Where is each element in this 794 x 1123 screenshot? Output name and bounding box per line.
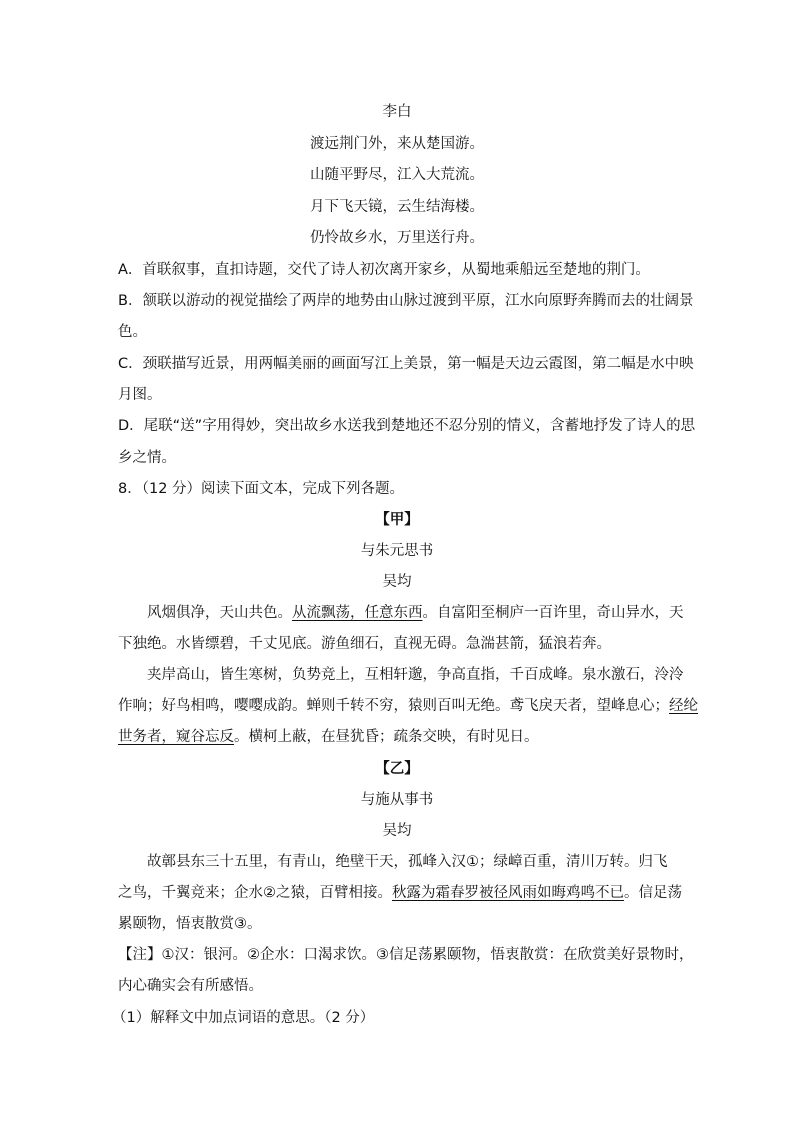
yi-underlined-text: 秋露为霜春罗被径风雨如晦鸡鸣不已 [392, 885, 624, 901]
jia-text: 作响；好鸟相鸣，嘤嘤成韵。蝉则千转不穷，猿则百叫无绝。鸢飞戾天者，望峰息心； [118, 698, 669, 714]
question-8: 8．（12 分）阅读下面文本，完成下列各题。 [118, 481, 405, 497]
jia-underlined-text: 世务者，窥谷忘反 [118, 729, 234, 745]
sub-question-1: （1）解释文中加点词语的意思。（2 分） [112, 1010, 375, 1026]
jia-paragraph-2-line-2 [118, 696, 698, 716]
option-b-line-2: 色。 [118, 324, 147, 340]
poem-line-4: 仍怜故乡水，万里送行舟。 [310, 230, 484, 246]
jia-underlined-text: 从流飘荡，任意东西 [292, 605, 423, 621]
option-c-line-1: C．颈联描写近景，用两幅美丽的画面写江上美景，第一幅是天边云霞图，第二幅是水中映 [118, 356, 694, 372]
yi-paragraph-line-1: 故鄣县东三十五里，有青山，绝壁干天，孤峰入汉①；绿嶂百重，清川万转。归飞 [147, 854, 668, 870]
note-line-1: 【注】①汉：银河。②企水：口渴求饮。③信足荡累颐物，悟衷散赏：在欣赏美好景物时， [118, 947, 694, 963]
jia-text: 。横柯上蔽，在昼犹昏；疏条交映，有时见日。 [234, 729, 539, 745]
yi-paragraph-line-2 [118, 883, 682, 903]
option-c-line-2: 月图。 [118, 387, 162, 403]
poem-line-1: 渡远荆门外，来从楚国游。 [310, 136, 484, 152]
yi-text: 之鸟，千翼竞来；企水②之猿，百臂相接。 [118, 885, 392, 901]
jia-author: 吴均 [382, 574, 412, 590]
note-line-2: 内心确实会有所感悟。 [118, 978, 263, 994]
jia-underlined-text: 经纶 [669, 698, 698, 714]
option-b-line-1: B．颔联以游动的视觉描绘了两岸的地势由山脉过渡到平原，江水向原野奔腾而去的壮阔景 [118, 293, 694, 309]
jia-paragraph-1-line-2: 下独绝。水皆缥碧，千丈见底。游鱼细石，直视无碍。急湍甚箭，猛浪若奔。 [118, 636, 611, 652]
jia-paragraph-1-line-1 [147, 603, 684, 623]
section-jia-marker: 【甲】 [375, 512, 419, 528]
option-a: A．首联叙事，直扣诗题，交代了诗人初次离开家乡，从蜀地乘船远至楚地的荆门。 [118, 262, 650, 278]
yi-title: 与施从事书 [360, 792, 434, 808]
section-yi-marker: 【乙】 [375, 761, 419, 777]
yi-paragraph-line-3: 累颐物，悟衷散赏③。 [118, 916, 262, 932]
jia-text: 风烟俱净，天山共色。 [147, 605, 292, 621]
jia-paragraph-2-line-3 [118, 727, 539, 747]
jia-title: 与朱元思书 [360, 543, 434, 559]
yi-text: 。信足荡 [624, 885, 682, 901]
option-d-line-1: D．尾联“送”字用得妙，突出故乡水送我到楚地还不忍分别的情义，含蓄地抒发了诗人的思 [118, 418, 696, 434]
poem-line-3: 月下飞天镜，云生结海楼。 [310, 199, 484, 215]
yi-author: 吴均 [382, 823, 412, 839]
jia-text: 。自富阳至桐庐一百许里，奇山异水，天 [422, 605, 684, 621]
jia-paragraph-2-line-1: 夹岸高山，皆生寒树，负势竞上，互相轩邈，争高直指，千百成峰。泉水激石，泠泠 [147, 667, 684, 683]
poem-author: 李白 [382, 104, 412, 120]
poem-line-2: 山随平野尽，江入大荒流。 [310, 167, 484, 183]
option-d-line-2: 乡之情。 [118, 450, 176, 466]
